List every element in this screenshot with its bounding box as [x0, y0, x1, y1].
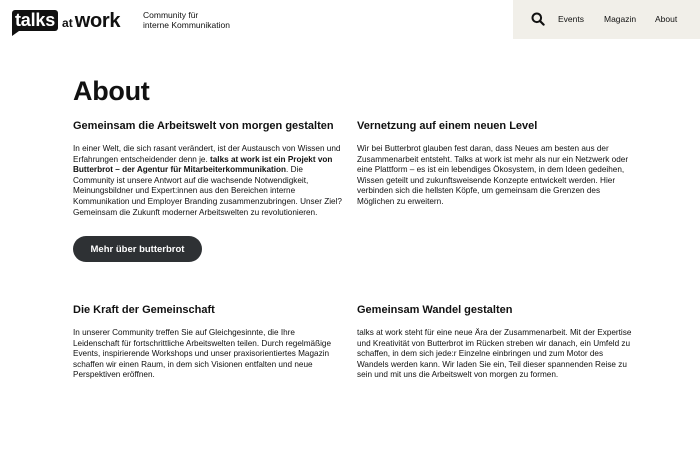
more-about-butterbrot-button[interactable]: Mehr über butterbrot — [73, 236, 202, 262]
logo-at-text: at — [62, 16, 73, 30]
section-body-vernetzung: Wir bei Butterbrot glauben fest daran, dass Neues am besten aus der Zusammenarbeit entsteht. Talks at work ist mehr als nur ein Netzwerk oder eine Plattform – es ist ein lebendiges Ökosystem, in dem Ideen gedeihen, Wissen geteilt und zukunftsweisende Konzepte entwickelt werden. Hier verbinden sich die hellsten Köpfe, um gemeinsam die Grenzen des Möglichen zu erweitern. — [357, 144, 629, 206]
section-title-vernetzung: Vernetzung auf einem neuen Level — [357, 120, 538, 132]
section-title-arbeitswelt: Gemeinsam die Arbeitswelt von morgen gestalten — [73, 120, 334, 132]
site-logo[interactable] — [12, 7, 120, 31]
logo-work-text: work — [74, 10, 121, 32]
site-header — [0, 0, 700, 39]
section-body-wandel: talks at work steht für eine neue Ära der Zusammenarbeit. Mit der Expertise und Kreativität von Butterbrot im Rücken streben wir danach, ein Umfeld zu schaffen, in dem sich jede:r Einzelne einbringen und zum Motor des Wandels werden kann. Wir laden Sie ein, Teil dieser spannenden Reise zu sein und mit uns die Arbeitswelt von morgen zu formen. — [357, 328, 632, 380]
section-body-arbeitswelt-part-a: In einer Welt, die sich rasant verändert, ist der Austausch von Wissen und Erfahrungen entscheidender denn je. — [73, 144, 341, 164]
logo-talks-text: talks — [12, 10, 58, 31]
nav-link-magazin[interactable]: Magazin — [604, 14, 637, 24]
section-body-arbeitswelt-part-b: . Die Community ist unsere Antwort auf die wachsende Notwendigkeit, Meinungsbildner und Expert:innen aus den Bereichen interne Kommunikation und Employer Branding zusammenzubringen. Unser Ziel? Gemeinsam die Zukunft moderner Arbeitswelten zu revolutionieren. — [73, 165, 342, 217]
section-body-gemeinschaft: In unserer Community treffen Sie auf Gleichgesinnte, die Ihre Leidenschaft für fortschrittliche Arbeitswelten teilen. Durch regelmäßige Events, inspirierende Workshops und unser praxisorientiertes Magazin schaffen wir einen Raum, in dem sich Visionen entfalten und neue Perspektiven eröffnen. — [73, 328, 332, 380]
nav-link-about[interactable]: About — [655, 14, 678, 24]
page-title: About — [73, 76, 150, 106]
section-body-arbeitswelt — [73, 144, 343, 218]
section-title-gemeinschaft: Die Kraft der Gemeinschaft — [73, 304, 215, 316]
tagline-line-2: interne Kommunikation — [143, 19, 230, 30]
nav-link-events[interactable]: Events — [558, 14, 584, 24]
site-tagline — [143, 11, 230, 30]
main-nav — [513, 0, 700, 39]
search-icon[interactable] — [531, 12, 545, 26]
section-body-arbeitswelt-bold: talks at work ist ein Projekt von Butterbrot – der Agentur für Mitarbeiterkommunikation — [73, 154, 333, 175]
tagline-line-1: Community für — [143, 10, 199, 20]
section-title-wandel: Gemeinsam Wandel gestalten — [357, 304, 513, 316]
